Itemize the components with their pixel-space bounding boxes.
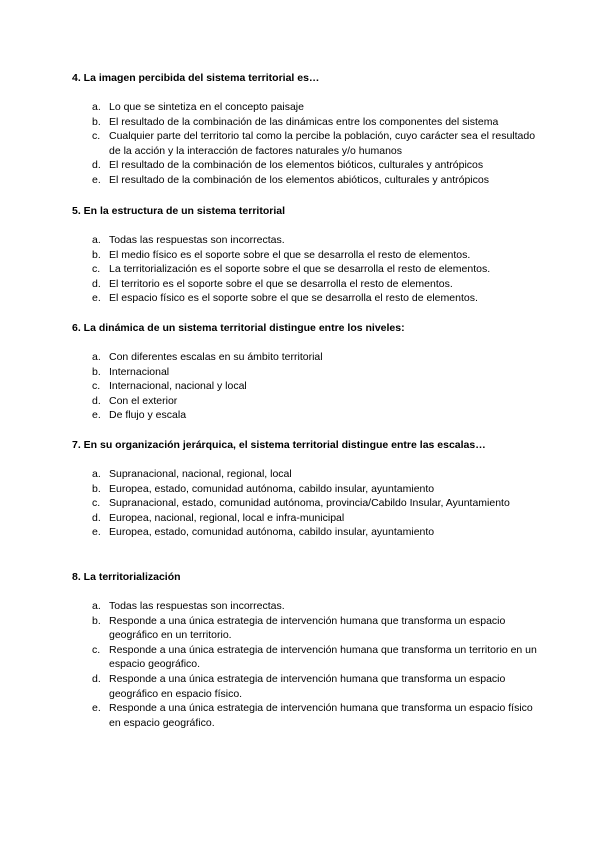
option-list — [72, 100, 542, 188]
option-c — [72, 643, 542, 672]
option-a — [72, 233, 542, 248]
option-b — [72, 115, 542, 130]
option-text: Todas las respuestas son incorrectas. — [109, 234, 285, 246]
option-text: Europea, nacional, regional, local e infra-municipal — [109, 511, 345, 524]
option-e — [72, 525, 542, 540]
option-list — [72, 350, 542, 423]
option-letter: c. — [92, 497, 101, 510]
option-c — [72, 379, 542, 394]
option-letter: e. — [92, 292, 101, 305]
option-letter: d. — [92, 159, 101, 172]
option-a — [72, 599, 542, 614]
option-list — [72, 467, 542, 540]
option-letter: e. — [92, 173, 101, 186]
option-text: Responde a una única estrategia de intervención humana que transforma un territorio en un espacio geográfico. — [109, 643, 537, 671]
question-title: 8. La territorialización — [72, 571, 181, 583]
option-c — [72, 129, 542, 158]
option-letter: a. — [92, 468, 101, 480]
option-text: Todas las respuestas son incorrectas. — [109, 600, 285, 612]
option-letter: e. — [92, 526, 101, 539]
option-list — [72, 233, 542, 306]
option-letter: a. — [92, 234, 101, 246]
option-e — [72, 408, 542, 423]
option-text: Europea, estado, comunidad autónoma, cabildo insular, ayuntamiento — [109, 526, 435, 539]
option-b — [72, 365, 542, 380]
option-d — [72, 158, 542, 173]
option-text: Internacional, nacional y local — [109, 380, 247, 393]
option-letter: c. — [92, 380, 101, 393]
option-text: El medio físico es el soporte sobre el que se desarrolla el resto de elementos. — [109, 248, 471, 261]
option-c — [72, 262, 542, 277]
option-letter: b. — [92, 248, 101, 261]
option-letter: b. — [92, 614, 101, 627]
option-letter: c. — [92, 130, 101, 143]
option-text: El resultado de la combinación de los elementos bióticos, culturales y antrópicos — [109, 159, 484, 172]
option-d — [72, 672, 542, 701]
option-b — [72, 248, 542, 263]
option-text: Responde a una única estrategia de intervención humana que transforma un espacio geográfico en espacio físico. — [109, 672, 506, 700]
option-text: Lo que se sintetiza en el concepto paisaje — [109, 101, 304, 113]
option-text: Cualquier parte del territorio tal como la percibe la población, cuyo carácter sea el resultado de la acción y la interacción de factores naturales y/o humanos — [109, 130, 536, 157]
option-b — [72, 482, 542, 497]
option-d — [72, 394, 542, 409]
question-8 — [72, 570, 542, 730]
option-list — [72, 599, 542, 730]
option-d — [72, 277, 542, 292]
option-letter: d. — [92, 277, 101, 290]
question-title: 5. En la estructura de un sistema territorial — [72, 205, 285, 217]
option-text: Con diferentes escalas en su ámbito territorial — [109, 351, 323, 363]
option-text: De flujo y escala — [109, 409, 187, 422]
option-e — [72, 173, 542, 188]
option-text: Supranacional, nacional, regional, local — [109, 468, 292, 480]
option-d — [72, 511, 542, 526]
option-text: El resultado de la combinación de los elementos abióticos, culturales y antrópicos — [109, 173, 489, 186]
option-text: La territorialización es el soporte sobre el que se desarrolla el resto de elementos. — [109, 263, 491, 276]
option-letter: a. — [92, 101, 101, 113]
option-a — [72, 467, 542, 482]
option-letter: d. — [92, 511, 101, 524]
option-a — [72, 350, 542, 365]
option-text: Responde a una única estrategia de intervención humana que transforma un espacio geográfico en un territorio. — [109, 614, 506, 642]
option-text: Supranacional, estado, comunidad autónoma, provincia/Cabildo Insular, Ayuntamiento — [109, 497, 510, 510]
option-text: Internacional — [109, 365, 170, 378]
option-c — [72, 496, 542, 511]
option-text: Europea, estado, comunidad autónoma, cabildo insular, ayuntamiento — [109, 482, 435, 495]
option-letter: c. — [92, 643, 101, 656]
option-text: El territorio es el soporte sobre el que se desarrolla el resto de elementos. — [109, 277, 453, 290]
option-e — [72, 701, 542, 730]
option-text: Responde a una única estrategia de intervención humana que transforma un espacio físico en espacio geográfico. — [109, 702, 533, 729]
option-letter: c. — [92, 263, 101, 276]
option-e — [72, 291, 542, 306]
option-text: Con el exterior — [109, 394, 178, 407]
question-title: 4. La imagen percibida del sistema territorial es… — [72, 72, 320, 84]
option-letter: d. — [92, 394, 101, 407]
option-letter: e. — [92, 702, 101, 715]
question-title: 7. En su organización jerárquica, el sistema territorial distingue entre las escalas… — [72, 439, 486, 451]
question-title: 6. La dinámica de un sistema territorial distingue entre los niveles: — [72, 322, 405, 334]
option-letter: e. — [92, 409, 101, 422]
option-text: El espacio físico es el soporte sobre el que se desarrolla el resto de elementos. — [109, 292, 478, 305]
option-letter: b. — [92, 482, 101, 495]
question-5 — [72, 204, 542, 306]
option-text: El resultado de la combinación de las dinámicas entre los componentes del sistema — [109, 115, 499, 128]
option-letter: d. — [92, 672, 101, 685]
option-b — [72, 614, 542, 643]
option-letter: a. — [92, 600, 101, 612]
option-a — [72, 100, 542, 115]
option-letter: b. — [92, 365, 101, 378]
option-letter: b. — [92, 115, 101, 128]
question-6 — [72, 321, 542, 423]
question-7 — [72, 438, 542, 540]
option-letter: a. — [92, 351, 101, 363]
question-4 — [72, 71, 542, 188]
